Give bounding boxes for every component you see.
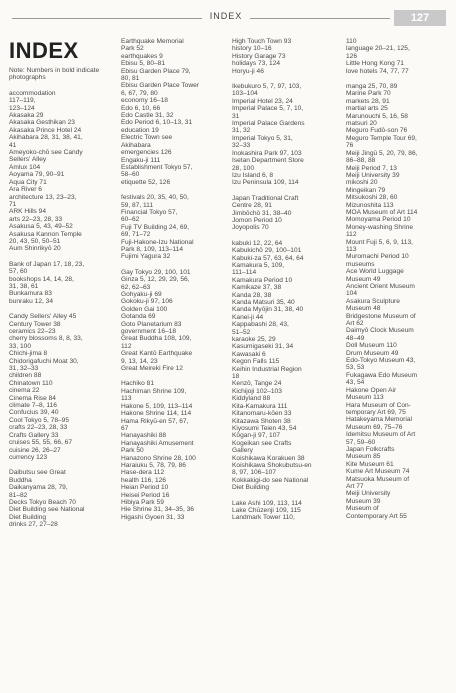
index-entry: 123–124 [9, 104, 35, 112]
index-entry: Kokkakigi-do see National [232, 476, 309, 484]
index-entry: Kamakura 5, 109, [232, 261, 285, 269]
index-entry: Marunouchi 5, 16, 58 [346, 112, 408, 120]
entry-gap [9, 305, 112, 313]
index-entry: Doll Museum 110 [346, 342, 397, 350]
index-entry: Diet Building [9, 513, 47, 521]
index-entry: Asakura Sculpture [346, 297, 400, 305]
index-entry: Landmark Tower 110, [232, 514, 295, 522]
index-note: Note: Numbers in bold indicate photographs [9, 67, 100, 82]
index-entry: Kōgan-ji 97, 107 [232, 432, 281, 440]
index-entry: Meiji University 39 [346, 171, 400, 179]
index-entry: Decks Tokyo Beach 70 [9, 498, 76, 506]
index-entry: Gay Tokyo 29, 100, 101 [121, 268, 191, 276]
index-title: INDEX [9, 38, 79, 63]
index-entry: 48–49 [346, 334, 365, 342]
index-entry: High Touch Town 93 [232, 38, 292, 45]
index-entry: Chidorigafuchi Moat 30, [9, 357, 79, 365]
index-entry: 62, 62–63 [121, 283, 151, 291]
entry-gap [232, 75, 335, 83]
index-entry: history 10–16 [232, 45, 272, 53]
index-entry: 71 [9, 200, 17, 208]
index-entry: martial arts 25 [346, 105, 388, 113]
index-entry: education 19 [121, 126, 159, 134]
index-entry: Fuji TV Building 24, 69, [121, 223, 190, 231]
index-entry: architecture 13, 23–23, [9, 193, 77, 201]
index-entry: manga 25, 70, 89 [346, 83, 398, 91]
entry-gap [121, 261, 224, 269]
index-entry: 67 [121, 424, 129, 432]
index-entry: Imperial Tokyo 5, 31, [232, 134, 293, 142]
index-entry: Sellers' Alley [9, 156, 47, 164]
index-entry: Hakone Shrine 114, 114 [121, 410, 192, 418]
index-entry: Chinatown 110 [9, 379, 53, 387]
index-entry: earthquakes 9 [121, 52, 163, 60]
index-entry: ceramics 22–23 [9, 328, 56, 335]
index-entry: Akasaka Gesthikan 23 [9, 119, 75, 127]
index-entry: 57, 60 [9, 268, 28, 276]
index-entry: Confucius 39, 40 [9, 409, 59, 417]
page-number: 127 [394, 10, 446, 26]
index-entry: 53, 53 [346, 364, 365, 372]
index-entry: Earthquake Memorial [121, 38, 184, 45]
index-entry: Bunkamura 83 [9, 290, 52, 298]
index-entry: 112 [346, 231, 357, 239]
index-entry: Fujimi Yagura 32 [121, 253, 171, 261]
index-entry: festivals 20, 35, 40, 50, [121, 194, 189, 202]
index-entry: holidays 73, 124 [232, 60, 281, 68]
index-entry: Museum 49 [346, 275, 381, 283]
index-entry: etiquette 52, 126 [121, 178, 171, 186]
index-entry: Aqua City 71 [9, 178, 47, 186]
page-header [0, 10, 456, 26]
index-entry: Kasumigaseki 31, 34 [232, 343, 294, 351]
entry-gap [232, 187, 335, 195]
index-entry: markets 28, 91 [346, 97, 390, 105]
index-entry: Hanayashiki Amusement [121, 439, 194, 447]
index-entry: 41 [9, 141, 17, 149]
index-entry: Hanayashiki 88 [121, 432, 167, 440]
index-entry: Izu Island 6, 8 [232, 171, 274, 179]
index-entry: Museum 69, 75–76 [346, 423, 403, 431]
index-entry: Goto Planetarium 83 [121, 320, 182, 328]
index-entry: Meiji Jingū 5, 20, 79, 86, [346, 149, 418, 157]
index-entry: Museum 85 [346, 453, 381, 461]
index-entry: Kiddyland 88 [232, 395, 271, 403]
index-entry: 58–60 [121, 171, 140, 179]
index-entry: Kogeikan see Crafts [232, 439, 292, 447]
index-entry: bookshops 14, 14, 28, [9, 275, 74, 283]
index-entry: Hanazono Shrine 28, 100 [121, 454, 196, 462]
index-entry: cinema 22 [9, 387, 40, 395]
index-entry: temporary Art 69, 75 [346, 408, 406, 416]
index-entry: Bridgestone Museum of [346, 312, 416, 320]
index-entry: Gotanda 69 [121, 313, 156, 321]
index-entry: Daimyō Clock Museum [346, 327, 414, 335]
index-entry: Idemitsu Museum of Art [346, 431, 416, 439]
index-entry: Golden Gai 100 [121, 305, 168, 313]
index-entry: Amlux 104 [9, 163, 41, 171]
index-column-2 [121, 38, 224, 521]
index-entry: Heian Period 10 [121, 484, 169, 492]
index-entry: MOA Museum of Art 114 [346, 208, 418, 216]
index-entry: 8, 97, 106–107 [232, 469, 276, 477]
index-entry: 104 [346, 290, 358, 298]
index-entry: museums [346, 260, 375, 268]
entry-gap [346, 75, 449, 83]
index-entry: 51–52 [232, 328, 251, 336]
index-entry: Meguro Temple Tour 69, [346, 134, 417, 142]
index-entry: currency 123 [9, 453, 48, 461]
index-entry: Joyopolis 70 [232, 224, 269, 232]
index-entry: Bank of Japan 17, 18, 23, [9, 260, 85, 268]
index-entry: cherry blossoms 8, 8, 33, [9, 335, 83, 343]
index-entry: Money-washing Shrine [346, 223, 414, 231]
index-entry: Imperial Palace 5, 7, 10, [232, 105, 304, 113]
index-column-1 [9, 38, 112, 529]
index-entry: love hotels 74, 77, 77 [346, 67, 409, 75]
index-entry: 113 [121, 395, 132, 403]
index-entry: Kanda 28, 38 [232, 291, 272, 299]
index-entry: 81–82 [9, 491, 28, 499]
index-entry: Kabuki-za 57, 63, 64, 64 [232, 254, 304, 262]
index-entry: Aoyama 79, 90–91 [9, 171, 65, 179]
index-entry: Centre 28, 91 [232, 202, 272, 210]
index-entry: Kegon Falls 115 [232, 358, 280, 366]
index-entry: Diet Building see National [9, 506, 85, 514]
index-entry: Imperial Palace Gardens [232, 120, 305, 128]
index-entry: Kamakura Period 10 [232, 276, 293, 284]
index-entry: Hatakeyama Memorial [346, 416, 412, 424]
index-entry: Aum Shinrikyō 20 [9, 245, 61, 253]
index-column-3 [232, 38, 335, 522]
index-entry: Kanda Myōjin 31, 38, 40 [232, 306, 304, 314]
index-entry: Gohyaku-ji 69 [121, 291, 162, 298]
index-entry: Muromachi Period 10 [346, 253, 409, 261]
index-entry: Hachiman Shrine 109, [121, 387, 187, 395]
index-entry: 103–104 [232, 90, 258, 98]
index-entry: bunraku 12, 34 [9, 297, 53, 305]
index-entry: 80, 81 [121, 75, 140, 83]
index-entry: Isetan Department Store [232, 157, 304, 165]
index-entry: 86–88, 88 [346, 157, 376, 165]
index-entry: Hie Shrine 31, 34–35, 36 [121, 506, 194, 514]
index-entry: Edo Castle 31, 32 [121, 112, 174, 120]
index-entry: Great Kantō Earthquake [121, 350, 193, 358]
index-column-4 [346, 38, 449, 520]
index-entry: Ikebukuro 5, 7, 97, 103, [232, 83, 302, 91]
index-entry: cruises 55, 55, 66, 67 [9, 439, 73, 447]
index-entry: Izu Peninsula 109, 114 [232, 179, 299, 187]
index-entry: 9, 13, 14, 23 [121, 357, 158, 365]
index-entry: Hama Rikyū-en 57, 67, [121, 417, 189, 425]
index-entry: cuisine 26, 26–27 [9, 446, 61, 454]
index-entry: crafts 22–23, 28, 33 [9, 424, 68, 432]
index-entry: Horyu-ji 46 [232, 67, 264, 75]
index-entry: kabuki 12, 22, 64 [232, 239, 283, 247]
index-entry: Art 77 [346, 482, 364, 490]
index-entry: emergencies 126 [121, 149, 172, 157]
index-entry: Kabukichō 29, 100–101 [232, 247, 302, 255]
index-entry: Kita-Kamakura 111 [232, 402, 288, 410]
index-entry: Ebisu Garden Place Tower [121, 82, 199, 90]
index-entry: children 88 [9, 372, 42, 380]
header-rule-left [12, 18, 202, 19]
index-entry: Higashi Gyoen 31, 33 [121, 513, 185, 521]
index-entry: Kichijoji 102–103 [232, 387, 282, 395]
index-entry: Mingeikan 79 [346, 186, 386, 194]
index-entry: Edo-Tokyo Museum 43, [346, 357, 416, 365]
index-entry: mikoshi 20 [346, 179, 378, 187]
index-entry: 113 [346, 245, 357, 253]
index-entry: economy 16–18 [121, 97, 168, 105]
index-entry: 59, 87, 111 [121, 201, 154, 209]
index-entry: Park 52 [121, 45, 144, 53]
index-entry: Century Tower 38 [9, 320, 61, 328]
index-entry: Akihabara 28, 31, 38, 41, [9, 134, 83, 142]
index-entry: drinks 27, 27–28 [9, 521, 58, 529]
index-entry: 20, 43, 50, 50–51 [9, 237, 61, 245]
index-entry: Akasaka Prince Hotel 24 [9, 126, 82, 134]
index-entry: Hakone 5, 109, 113–114 [121, 402, 193, 410]
index-entry: Mitsukoshi 28, 60 [346, 194, 398, 202]
index-entry: Kanda Matsuri 35, 40 [232, 299, 295, 306]
index-entry: Daibutsu see Great [9, 469, 66, 477]
running-head: INDEX [209, 11, 243, 21]
index-entry: 31, 38, 61 [9, 282, 39, 290]
index-entry: Contemporary Art 55 [346, 512, 407, 520]
index-entry: Electric Town see [121, 134, 173, 142]
index-entry: ARK Hills 94 [9, 208, 47, 216]
index-entry: 43, 54 [346, 379, 365, 387]
index-entry: Crafts Gallery 33 [9, 431, 59, 439]
index-entry: Kite Museum 61 [346, 460, 394, 468]
index-entry: Ara River 6 [9, 186, 42, 194]
entry-gap [232, 232, 335, 240]
index-entry: Kume Art Museum 74 [346, 468, 410, 476]
index-entry: Marine Park 70 [346, 90, 391, 98]
entry-gap [9, 461, 112, 469]
index-entry: Edo 6, 10, 66 [121, 104, 161, 112]
index-entry: Momoyama Period 10 [346, 216, 411, 224]
header-rule-right [250, 18, 390, 19]
index-entry: Financial Tokyo 57, [121, 208, 178, 216]
index-entry: Engaku-ji 111 [121, 156, 161, 164]
index-entry: Lake Chūzenji 109, 115 [232, 506, 301, 514]
index-entry: 76 [346, 142, 354, 150]
index-entry: Park 50 [121, 447, 144, 455]
index-entry: 126 [346, 52, 358, 60]
index-entry: Daikanyama 28, 79, [9, 484, 68, 492]
index-entry: Imperial Hotel 23, 24 [232, 97, 293, 105]
index-entry: Mount Fuji 5, 6, 9, 113, [346, 238, 413, 246]
index-entry: language 20–21, 125, [346, 45, 410, 53]
index-entry: Cool Tokyo 5, 78–95 [9, 416, 69, 424]
index-entry: climate 7–8, 116 [9, 402, 57, 410]
index-entry: 32–33 [232, 142, 251, 150]
index-entry: 112 [121, 342, 132, 350]
index-entry: 31 [232, 112, 240, 120]
index-entry: Gallery [232, 447, 253, 455]
index-entry: Little Hong Kong 71 [346, 60, 404, 68]
index-entry: 6, 67, 79, 80 [121, 89, 158, 97]
index-entry: Ancient Orient Museum [346, 283, 415, 290]
index-entry: Hibiya Park 59 [121, 498, 164, 506]
index-entry: matsuri 20 [346, 120, 377, 128]
entry-gap [121, 186, 224, 194]
index-entry: Ginza 5, 12, 29, 29, 56, [121, 276, 190, 284]
index-entry: History Garage 73 [232, 52, 286, 60]
index-entry: 31, 32–33 [9, 365, 39, 373]
index-entry: Great Buddha 108, 109, [121, 335, 192, 343]
index-entry: Kanei-ji 44 [232, 313, 264, 321]
index-entry: Fuji-Hakone-Izu National [121, 238, 194, 246]
index-entry: Gokoku-ji 97, 106 [121, 298, 173, 306]
index-entry: 33, 100 [9, 342, 31, 350]
index-entry: Kitanomaru-kōen 33 [232, 410, 292, 418]
index-entry: Kitazawa Shoten 38 [232, 417, 291, 425]
index-entry: Japan Folkcrafts [346, 445, 395, 453]
index-entry: Ebisu 5, 80–81 [121, 60, 165, 68]
index-entry: Diet Building [232, 484, 270, 492]
index-entry: 117–119, [9, 97, 36, 105]
index-entry: Museum 39 [346, 497, 381, 505]
index-entry: Akihabara [121, 141, 151, 149]
index-entry: Koishikawa Korakuen 38 [232, 454, 305, 462]
index-entry: Kamikaze 37, 38 [232, 284, 282, 292]
index-entry: 69, 71–72 [121, 231, 151, 239]
index-entry: Candy Sellers' Alley 45 [9, 313, 77, 321]
index-entry: Cinema Rise 84 [9, 394, 56, 402]
index-entry: 28, 100 [232, 164, 254, 172]
index-entry: Fukagawa Edo Museum [346, 371, 418, 379]
entry-gap [121, 372, 224, 380]
index-entry: accommodation [9, 89, 56, 97]
index-entry: Asakusa Kannon Temple [9, 230, 82, 238]
index-entry: arts 22–23, 28, 33 [9, 215, 63, 223]
entry-gap [232, 492, 335, 500]
index-entry: Meiji Period 7, 13 [346, 164, 397, 172]
index-entry: Ace World Luggage [346, 268, 404, 276]
index-entry: Ebisu Garden Place 79, [121, 67, 191, 75]
index-entry: Japan Traditional Craft [232, 194, 299, 202]
index-entry: Lake Ashi 109, 113, 114 [232, 499, 302, 507]
index-entry: Kawasaki 6 [232, 350, 266, 358]
index-entry: Buddha [9, 476, 32, 484]
index-entry: Inokashira Park 97, 103 [232, 149, 302, 157]
index-entry: Edo Period 6, 10–13, 31 [121, 119, 193, 127]
index-entry: Heisei Period 16 [121, 491, 170, 499]
index-entry: Museum of [346, 505, 379, 513]
index-entry: Ameyoko-chō see Candy [9, 149, 83, 157]
index-entry: Matsuoka Museum of [346, 475, 410, 483]
index-entry: Hachiko 81 [121, 380, 154, 388]
entry-gap [9, 253, 112, 261]
index-entry: 60–62 [121, 216, 140, 224]
index-entry: karaoke 25, 29 [232, 336, 276, 344]
index-entry: Drum Museum 49 [346, 349, 399, 357]
index-entry: Jomon Period 10 [232, 216, 282, 224]
index-entry: Museum 48 [346, 305, 381, 313]
index-entry: 18 [232, 373, 240, 381]
index-entry: Meiji University [346, 490, 391, 498]
index-entry: 111–114 [232, 269, 257, 277]
index-entry: 57, 59–60 [346, 438, 376, 446]
index-entry: Asakusa 5, 43, 49–52 [9, 223, 73, 231]
index-entry: Museum 113 [346, 394, 384, 402]
index-entry: Mizunoshita 113 [346, 201, 394, 209]
index-entry: Chichi-jima 8 [9, 350, 48, 358]
index-entry: health 116, 126 [121, 476, 166, 484]
index-entry: Akasaka 29 [9, 112, 44, 120]
index-entry: Jimbōchō 31, 38–40 [232, 209, 292, 217]
index-entry: government 16–18 [121, 328, 176, 336]
index-entry: Hase-dera 112 [121, 469, 165, 477]
index-entry: Kenzō, Tange 24 [232, 380, 282, 388]
index-entry: Meguro Fudō-son 76 [346, 127, 408, 135]
index-entry: Keihin Industrial Region [232, 365, 302, 373]
index-entry: 110 [346, 38, 357, 45]
index-entry: Great Meireki Fire 12 [121, 365, 183, 373]
index-entry: 31, 32 [232, 127, 251, 135]
index-entry: Establishment Tokyo 57, [121, 163, 193, 171]
index-entry: Hakone Open Air [346, 386, 397, 394]
index-entry: Park 8, 109, 113–114 [121, 245, 184, 253]
index-entry: Haraiuku 5, 78, 79, 86 [121, 461, 186, 469]
index-entry: Kiyosumi Teien 43, 54 [232, 424, 297, 432]
index-entry: Kappabashi 28, 43, [232, 321, 289, 329]
index-entry: Art 62 [346, 320, 364, 328]
index-entry: Koishikawa Shokubutsu-en [232, 461, 312, 469]
index-entry: Hara Museum of Con- [346, 401, 411, 409]
